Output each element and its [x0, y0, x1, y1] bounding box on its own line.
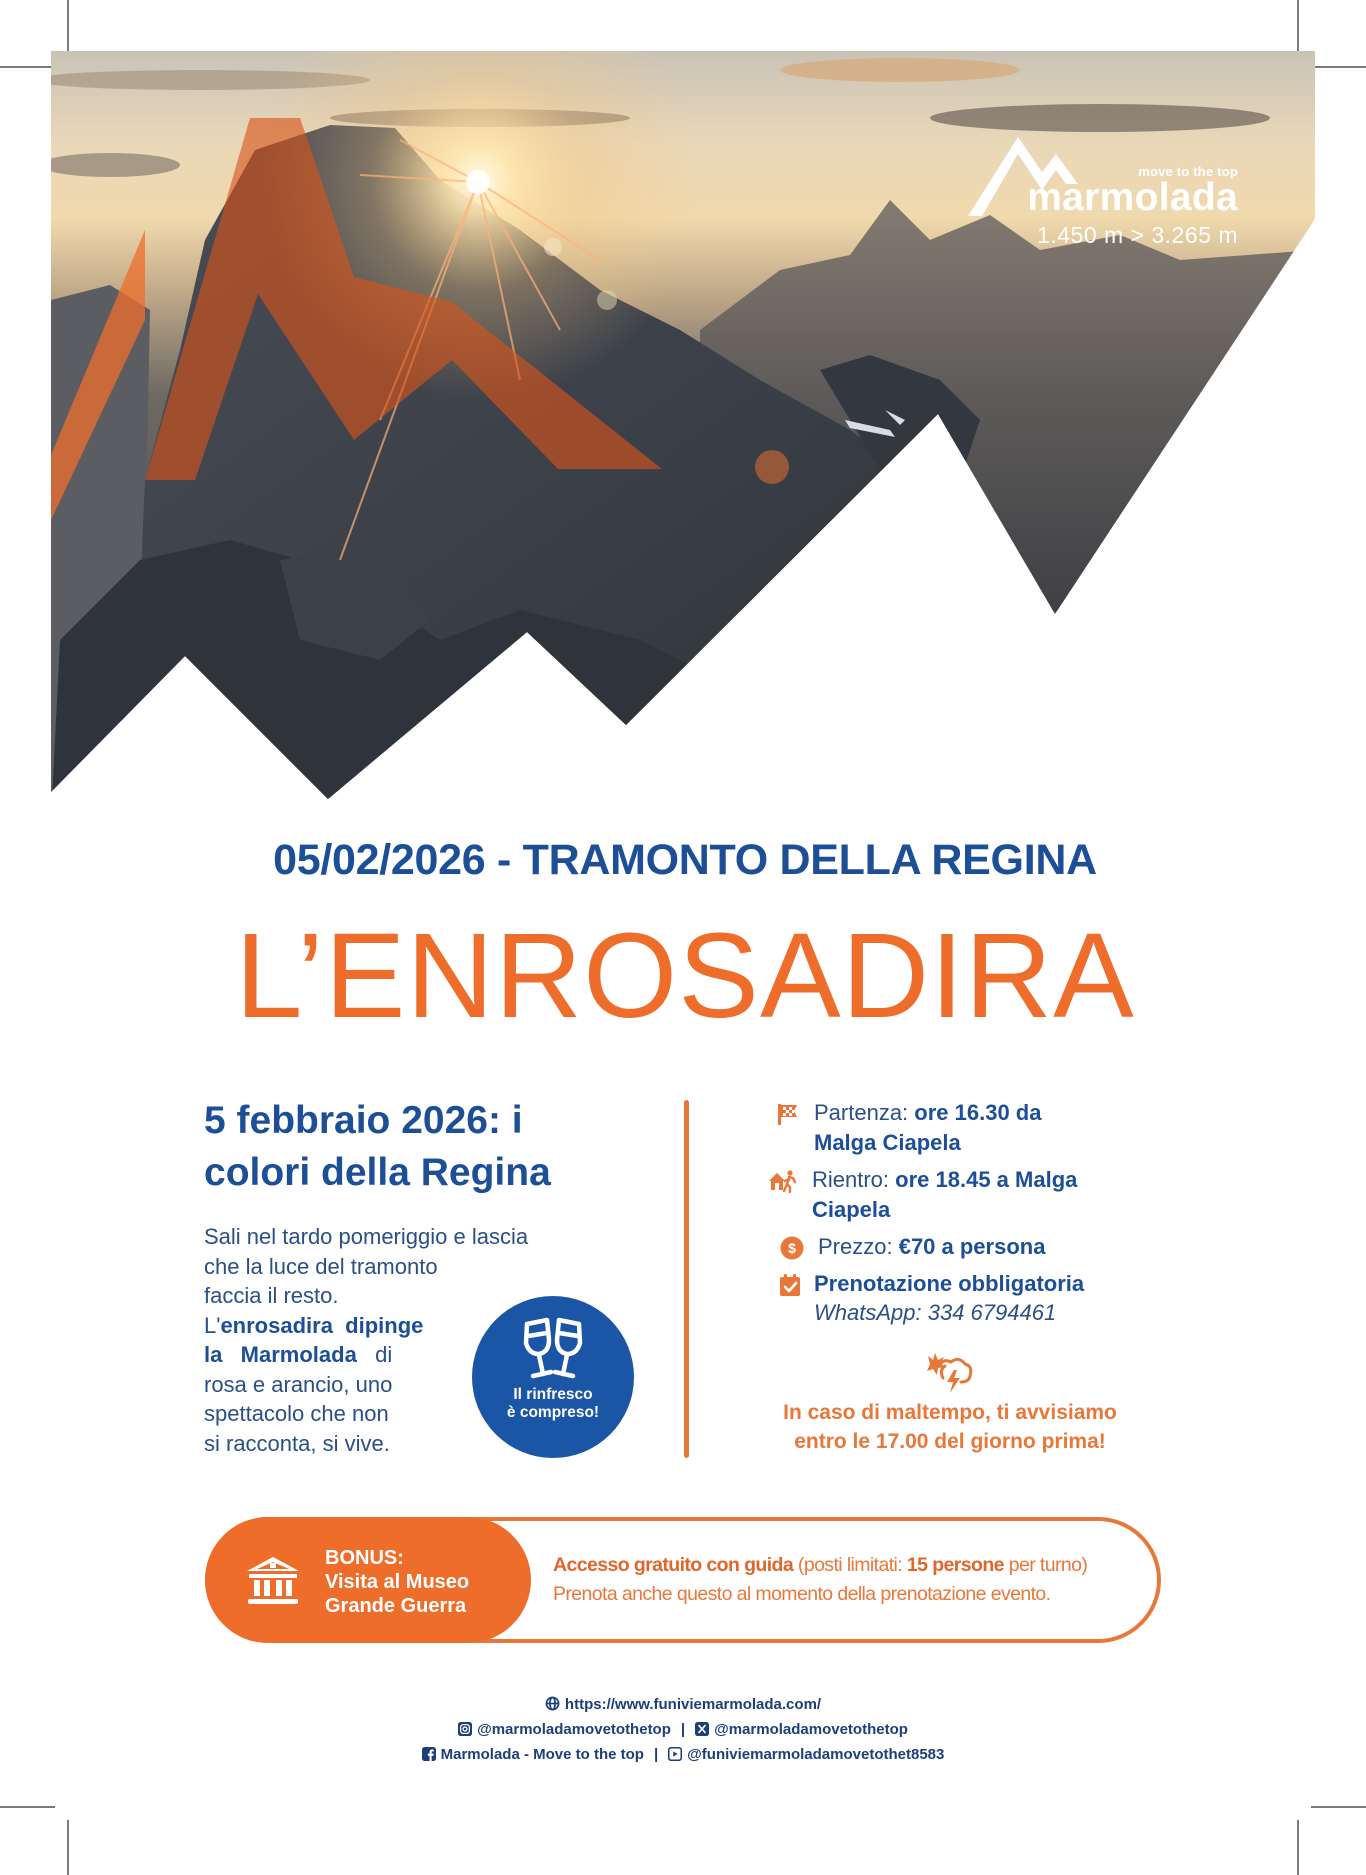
instagram-handle[interactable]: @marmoladamovetothetop — [477, 1721, 671, 1738]
brand-altitude: 1.450 m > 3.265 m — [1037, 222, 1238, 248]
intro-subtitle-line: colori della Regina — [204, 1151, 551, 1194]
x-handle[interactable]: @marmoladamovetothetop — [714, 1721, 908, 1738]
return-place: Ciapela — [812, 1196, 891, 1222]
intro-subtitle — [204, 1095, 604, 1199]
body-line: faccia il resto. — [204, 1283, 339, 1308]
booking-label: Prenotazione obbligatoria — [814, 1270, 1085, 1296]
website-link[interactable]: https://www.funiviemarmolada.com/ — [564, 1696, 822, 1713]
bonus-title — [325, 1546, 469, 1618]
departure-value: ore 16.30 da — [914, 1100, 1042, 1125]
bonus-desc-line: Prenota anche questo al momento della prenotazione evento. — [553, 1583, 1051, 1605]
museum-icon — [245, 1555, 301, 1607]
brand-tagline: move to the top — [1138, 164, 1238, 179]
badge-label — [474, 1386, 632, 1422]
footer-contacts — [300, 1692, 1066, 1767]
event-info — [776, 1098, 1136, 1328]
bonus-title-line: Visita al Museo — [325, 1571, 470, 1593]
svg-text:$: $ — [788, 1240, 796, 1256]
badge-line: è compreso! — [506, 1404, 600, 1421]
facebook-page[interactable]: Marmolada - Move to the top — [440, 1746, 644, 1763]
footer-social-row — [300, 1742, 1066, 1767]
price-label: Prezzo: — [818, 1234, 899, 1259]
main-title: L’ENROSADIRA — [235, 907, 1135, 1043]
storm-weather-icon — [925, 1352, 975, 1394]
body-text: di — [356, 1342, 393, 1367]
x-twitter-icon — [695, 1722, 709, 1736]
info-departure — [776, 1098, 1136, 1157]
body-text: L' — [204, 1312, 221, 1338]
return-value: ore 18.45 a Malga — [895, 1167, 1078, 1192]
youtube-icon — [668, 1747, 682, 1761]
youtube-channel[interactable]: @funiviemarmoladamovetothet8583 — [687, 1746, 945, 1763]
bonus-desc-bold: Accesso gratuito con guida — [553, 1554, 794, 1576]
whatsapp-contact[interactable]: WhatsApp: 334 6794461 — [814, 1300, 1057, 1325]
marmolada-logo — [968, 132, 1238, 252]
body-line: si racconta, si vive. — [204, 1430, 390, 1456]
brand-name: marmolada — [1027, 176, 1238, 219]
body-line: che la luce del tramonto — [204, 1253, 438, 1279]
bonus-label-block — [205, 1517, 531, 1643]
refreshment-badge — [474, 1298, 632, 1456]
footer-website-row — [300, 1692, 1066, 1717]
bonus-desc-text: (posti limitati: — [793, 1554, 907, 1576]
badge-line: Il rinfresco — [513, 1386, 593, 1403]
bonus-title-line: BONUS: — [325, 1547, 404, 1569]
crop-mark — [1311, 1806, 1366, 1808]
bonus-desc-line — [553, 1551, 1133, 1580]
info-booking — [776, 1269, 1136, 1328]
event-date-title: 05/02/2026 - TRAMONTO DELLA REGINA — [273, 836, 1097, 884]
bonus-description — [553, 1551, 1133, 1609]
crop-mark — [67, 1820, 69, 1875]
departure-place: Malga Ciapela — [814, 1129, 961, 1155]
column-divider — [684, 1100, 689, 1458]
body-line: rosa e arancio, uno — [204, 1371, 393, 1397]
calendar-check-icon — [778, 1273, 802, 1297]
hero-mountain-photo — [0, 0, 1366, 820]
dollar-coin-icon — [780, 1236, 804, 1260]
intro-subtitle-line: 5 febbraio 2026: i — [204, 1099, 523, 1142]
instagram-icon — [458, 1722, 472, 1736]
facebook-icon — [422, 1747, 436, 1761]
weather-line: entro le 17.00 del giorno prima! — [794, 1430, 1106, 1453]
bonus-title-line: Grande Guerra — [325, 1595, 467, 1617]
checkered-flag-icon — [776, 1102, 800, 1126]
globe-icon — [545, 1696, 560, 1711]
crop-mark — [0, 1806, 55, 1808]
separator: | — [680, 1721, 686, 1738]
price-value: €70 a persona — [898, 1234, 1046, 1259]
bonus-desc-text: per turno) — [1003, 1554, 1088, 1576]
departure-label: Partenza: — [814, 1100, 915, 1125]
info-price — [776, 1232, 1136, 1262]
cheers-glasses-icon — [521, 1316, 585, 1382]
body-bold-text: la Marmolada — [204, 1342, 357, 1367]
info-return — [776, 1165, 1136, 1224]
weather-line: In caso di maltempo, ti avvisiamo — [783, 1401, 1117, 1424]
body-line: spettacolo che non — [204, 1401, 389, 1426]
body-bold-text: enrosadira dipinge — [220, 1312, 424, 1338]
return-label: Rientro: — [812, 1167, 896, 1192]
separator: | — [653, 1746, 659, 1763]
footer-social-row — [300, 1717, 1066, 1742]
crop-mark — [1297, 1820, 1299, 1875]
walk-home-icon — [768, 1169, 798, 1193]
body-line: Sali nel tardo pomeriggio e lascia — [204, 1224, 529, 1249]
bonus-desc-bold: 15 persone — [906, 1554, 1004, 1576]
weather-notice — [760, 1352, 1140, 1456]
